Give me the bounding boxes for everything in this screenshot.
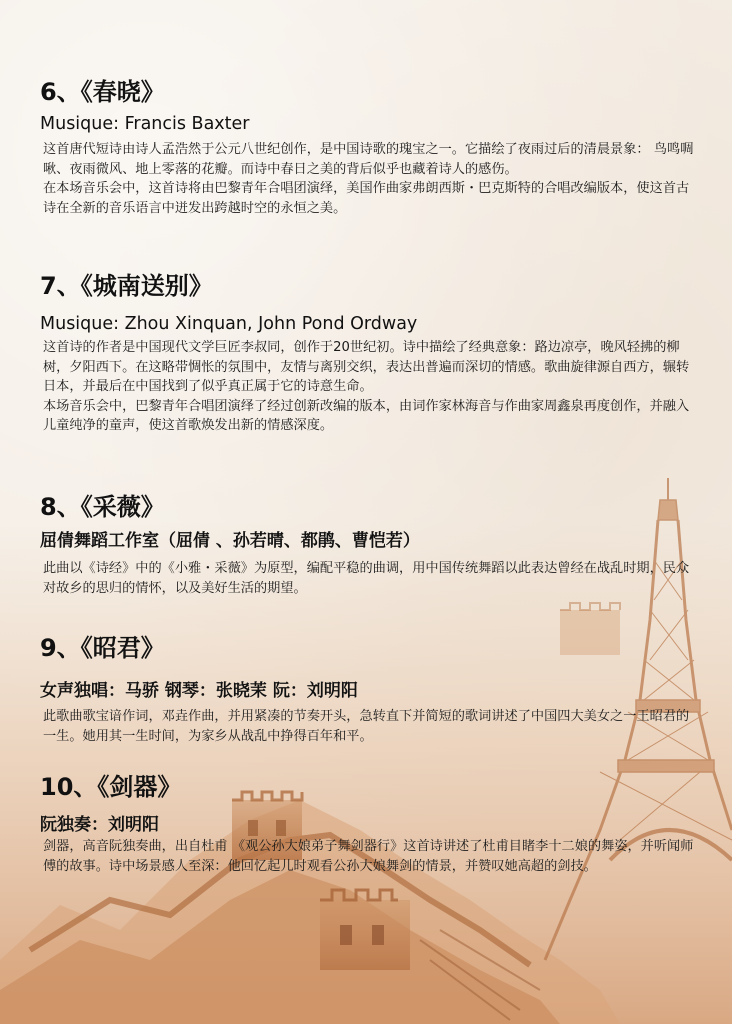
item-description xyxy=(43,837,695,876)
item-description xyxy=(43,338,695,436)
description-paragraph: 本场音乐会中，巴黎青年合唱团演绎了经过创新改编的版本，由词作家林海音与作曲家周鑫泉再度创作，并融入儿童纯净的童声，使这首歌焕发出新的情感深度。 xyxy=(43,398,690,433)
item-title: 8、《采薇》 xyxy=(40,493,165,521)
item-description xyxy=(43,707,695,746)
description-paragraph: 这首唐代短诗由诗人孟浩然于公元八世纪创作，是中国诗歌的瑰宝之一。它描绘了夜雨过后的清晨景象： 鸟鸣啁啾、夜雨微风、地上零落的花瓣。而诗中春日之美的背后似乎也藏着诗人的感伤。 xyxy=(43,142,694,177)
description-paragraph: 这首诗的作者是中国现代文学巨匠李叔同，创作于20世纪初。诗中描绘了经典意象：路边凉亭，晚风轻拂的柳树，夕阳西下。在这略带惆怅的氛围中，友情与离别交织，表达出普遍而深切的情感。歌曲旋律源自西方，辗转日本，并最后在中国找到了似乎真正属于它的诗意生命。 xyxy=(43,340,690,394)
item-title: 7、《城南送别》 xyxy=(40,272,213,300)
description-paragraph: 此歌曲歌宝谙作词，邓垚作曲，并用紧凑的节奏开头，急转直下并简短的歌词讲述了中国四大美女之一王昭君的一生。她用其一生时间，为家乡从战乱中挣得百年和平。 xyxy=(43,709,690,744)
item-title: 6、《春晓》 xyxy=(40,78,165,106)
item-title: 10、《剑器》 xyxy=(40,773,182,801)
item-description xyxy=(43,559,695,598)
description-paragraph: 在本场音乐会中，这首诗将由巴黎青年合唱团演绎，美国作曲家弗朗西斯・巴克斯特的合唱改编版本，使这首古诗在全新的音乐语言中迸发出跨越时空的永恒之美。 xyxy=(43,181,690,216)
item-credit: Musique: Francis Baxter xyxy=(40,114,250,134)
item-credit: 女声独唱：马骄 钢琴：张晓茉 阮：刘明阳 xyxy=(40,681,358,701)
item-credit: Musique: Zhou Xinquan, John Pond Ordway xyxy=(40,314,418,334)
description-paragraph: 剑器，高音阮独奏曲，出自杜甫 《观公孙大娘弟子舞剑器行》这首诗讲述了杜甫目睹李十二娘的舞姿，并听闻师傅的故事。诗中场景感人至深：他回忆起儿时观看公孙大娘舞剑的情景，并赞叹她高超的剑技。 xyxy=(43,839,694,874)
description-paragraph: 此曲以《诗经》中的《小雅・采薇》为原型，编配平稳的曲调，用中国传统舞蹈以此表达曾经在战乱时期，民众对故乡的思归的情怀，以及美好生活的期望。 xyxy=(43,561,690,596)
item-title: 9、《昭君》 xyxy=(40,634,165,662)
item-description xyxy=(43,140,695,218)
item-credit: 屈倩舞蹈工作室（屈倩 、孙若晴、都鹃、曹恺若） xyxy=(40,531,420,551)
item-credit: 阮独奏：刘明阳 xyxy=(40,815,159,835)
